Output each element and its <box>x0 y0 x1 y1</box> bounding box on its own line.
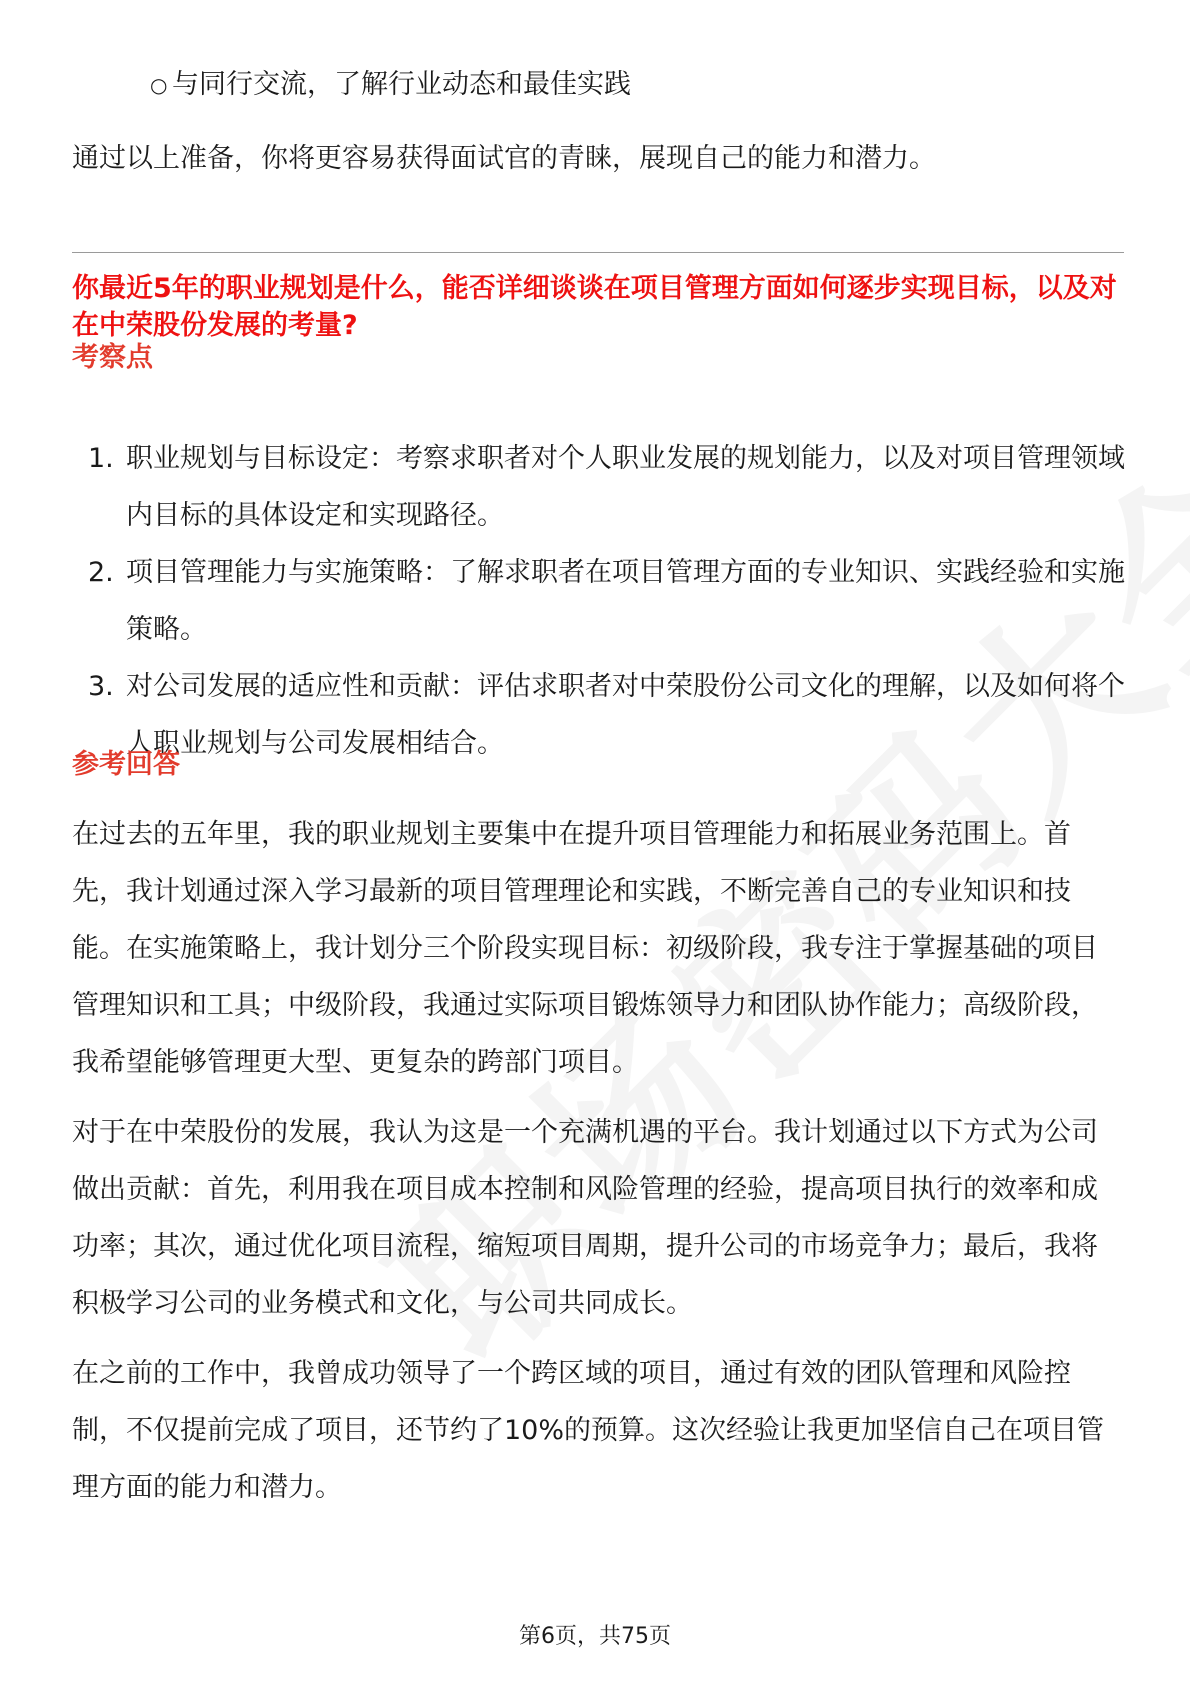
section-divider <box>72 252 1124 253</box>
list-item <box>72 430 1132 544</box>
interview-question: 你最近5年的职业规划是什么，能否详细谈谈在项目管理方面如何逐步实现目标，以及对在中荣股份发展的考量? <box>72 273 1117 341</box>
assessment-list <box>72 430 1132 772</box>
answer-paragraph: 在过去的五年里，我的职业规划主要集中在提升项目管理能力和拓展业务范围上。首先，我计划通过深入学习最新的项目管理理论和实践，不断完善自己的专业知识和技能。在实施策略上，我计划分三个阶段实现目标：初级阶段，我专注于掌握基础的项目管理知识和工具；中级阶段，我通过实际项目锻炼领导力和团队协作能力；高级阶段，我希望能够管理更大型、更复杂的跨部门项目。 <box>72 819 1098 1078</box>
hollow-bullet-icon: ○ <box>150 73 168 97</box>
answer-heading: 参考回答 <box>72 749 180 780</box>
list-number: 2. <box>88 557 114 588</box>
bullet-text: 与同行交流，了解行业动态和最佳实践 <box>172 69 631 100</box>
list-number: 1. <box>88 443 114 474</box>
assessment-heading: 考察点 <box>72 342 153 373</box>
list-item <box>72 658 1132 772</box>
page-number: 第6页，共75页 <box>519 1624 671 1649</box>
preparation-summary: 通过以上准备，你将更容易获得面试官的青睐，展现自己的能力和潜力。 <box>72 143 936 174</box>
list-item-text: 对公司发展的适应性和贡献：评估求职者对中荣股份公司文化的理解，以及如何将个人职业规划与公司发展相结合。 <box>126 671 1125 759</box>
bullet-item <box>150 56 631 114</box>
list-item <box>72 544 1132 658</box>
list-item-text: 职业规划与目标设定：考察求职者对个人职业发展的规划能力，以及对项目管理领域内目标的具体设定和实现路径。 <box>126 443 1125 531</box>
answer-paragraph: 在之前的工作中，我曾成功领导了一个跨区域的项目，通过有效的团队管理和风险控制，不仅提前完成了项目，还节约了10%的预算。这次经验让我更加坚信自己在项目管理方面的能力和潜力。 <box>72 1358 1105 1503</box>
list-number: 3. <box>88 671 114 702</box>
answer-paragraph: 对于在中荣股份的发展，我认为这是一个充满机遇的平台。我计划通过以下方式为公司做出贡献：首先，利用我在项目成本控制和风险管理的经验，提高项目执行的效率和成功率；其次，通过优化项目流程，缩短项目周期，提升公司的市场竞争力；最后，我将积极学习公司的业务模式和文化，与公司共同成长。 <box>72 1117 1098 1319</box>
list-item-text: 项目管理能力与实施策略：了解求职者在项目管理方面的专业知识、实践经验和实施策略。 <box>126 557 1125 645</box>
